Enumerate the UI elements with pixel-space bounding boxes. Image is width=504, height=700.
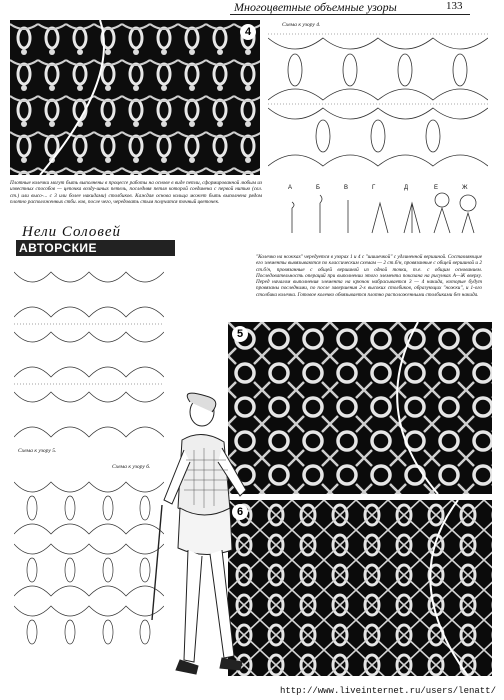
photo-number-badge: 5 xyxy=(232,326,248,342)
photo-number-badge: 6 xyxy=(232,504,248,520)
crochet-scheme-4 xyxy=(268,30,488,170)
element-steps-diagram xyxy=(282,188,482,238)
photo-number-badge: 4 xyxy=(240,24,256,40)
pattern-photo-4 xyxy=(10,20,260,175)
element-label: Ж xyxy=(462,185,468,191)
element-label: Г xyxy=(372,185,376,191)
element-label: Б xyxy=(316,185,320,191)
source-url: http://www.liveinternet.ru/users/lenatt/ xyxy=(279,686,496,696)
scheme-5-caption: Схема к узору 5. xyxy=(18,448,57,454)
element-label: Е xyxy=(434,185,439,191)
scheme-4-caption: Схема к узору 4. xyxy=(282,22,321,28)
page-number: 133 xyxy=(446,0,463,12)
series-heading: АВТОРСКИЕ РАЗРАБОТКИ xyxy=(16,240,175,256)
scheme-6-caption: Схема к узору 6. xyxy=(112,464,151,470)
element-label: А xyxy=(288,185,293,191)
crochet-scheme-5 xyxy=(14,262,164,442)
crochet-scheme-6 xyxy=(14,474,164,654)
page-header-title: Многоцветные объемные узоры xyxy=(234,0,397,14)
element-label: Д xyxy=(404,185,409,191)
author-name: Нели Соловей xyxy=(22,224,122,240)
description-text: "Колечко на ножках" чередуется в узорах 1 и 4 с "шишечкой" с удлиненной вершиной. Составляющие его элементы вывязываются по классическим схемам — 2 ст.б/н, провязанные с общей вершиной и 2 ст.б/н, провязанные с общей вершиной из одной точки, т.е. с общим основанием. Последовательность операций при выполнении этого элемента показана на рисунках А—Ж вверху. Перед началом выполнения элемента на крючок набрасывается 3 — 4 накида, которые будут провязаны последними, по после завершения 2-х высоких столбиков, образующих "ножки", и 1-ого столбика колечка. Готовое колечко обвязывается плотно расположенными столбиками без накида. xyxy=(256,254,482,298)
header-rule xyxy=(230,14,470,15)
element-label: В xyxy=(344,185,349,191)
intro-text: Плотные колечки могут быть выполнены в процессе работы на основе в виде петли, сформированной любым из известных способов — цепочка возду-шных петель, последняя петля которой соединена с первой нитью (свл. ст.) или высо-... с 3 или более накидами) столбиков. Каждая основа кольца может быть выполнена рядом плотно расположенных стби. ков, после чего, чередовать стым получатся точный цветочек. xyxy=(10,180,262,205)
fashion-figure-illustration xyxy=(150,390,270,690)
